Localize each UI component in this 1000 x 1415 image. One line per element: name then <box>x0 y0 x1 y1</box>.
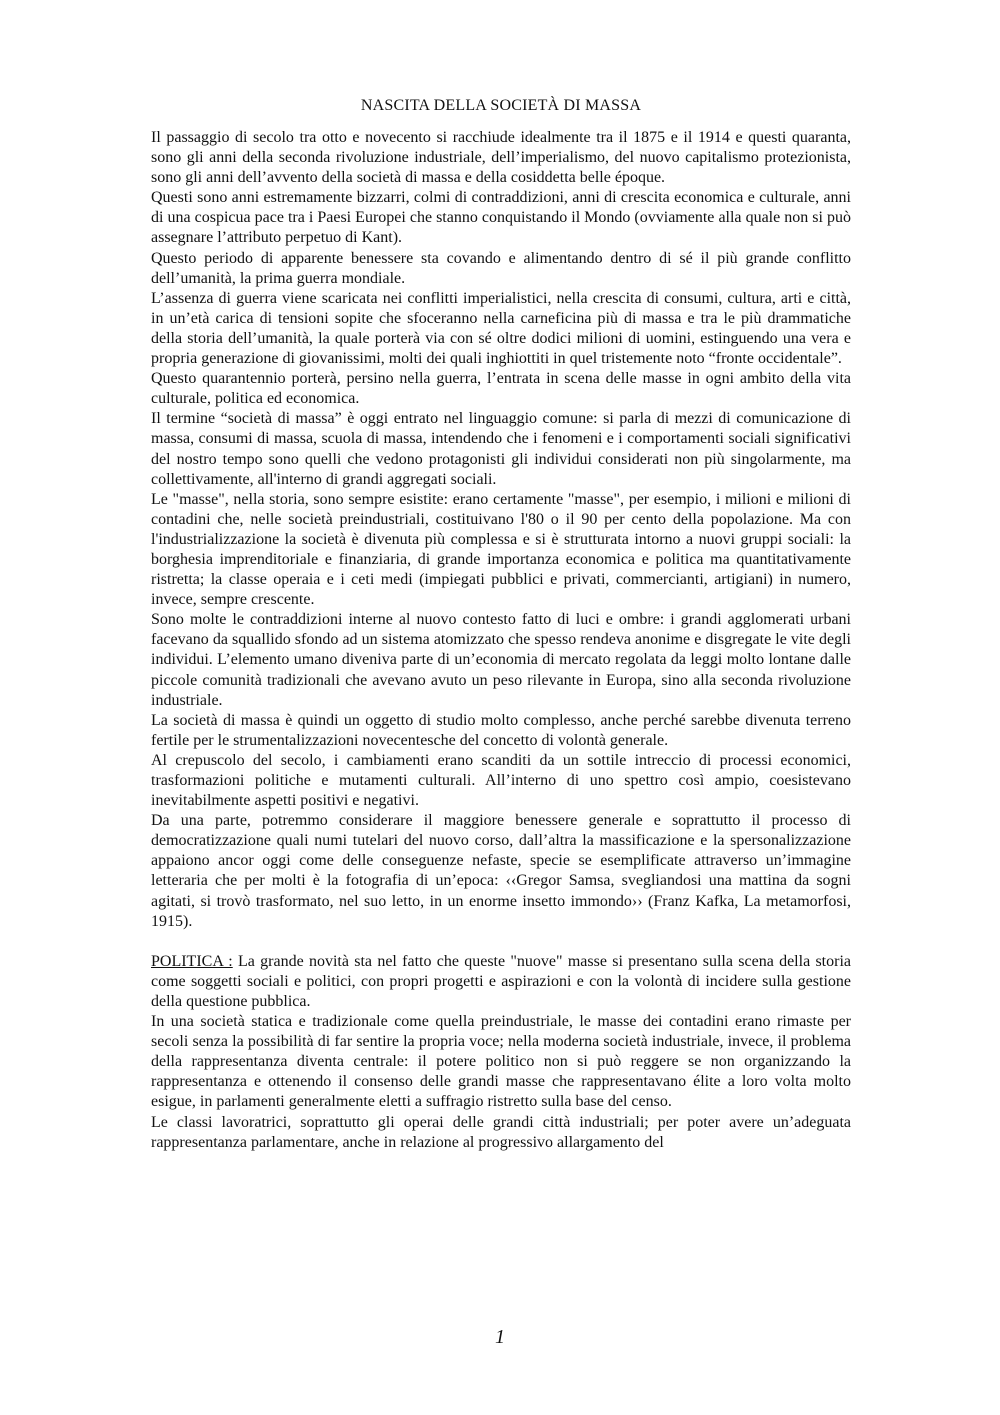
section-spacer <box>151 932 851 952</box>
paragraph-2: Questi sono anni estremamente bizzarri, colmi di contraddizioni, anni di crescita economica e culturale, anni di una cospicua pace tra i Paesi Europei che stanno conquistando il Mondo (ovviamente alla quale non si può assegnare l’attributo perpetuo di Kant). <box>151 189 851 247</box>
politics-paragraph-1: In una società statica e tradizionale come quella preindustriale, le masse dei contadini erano rimaste per secoli senza la possibilità di far sentire la propria voce; nella moderna società industriale, invece, il problema della rappresentanza diventa centrale: il potere politico non si può reggere se non organizzando la rappresentanza e ottenendo il consenso delle grandi masse che rappresentavano élite a loro volta molto esigue, in parlamenti generalmente eletti a suffragio ristretto sulla base del censo. <box>151 1013 851 1111</box>
paragraph-1: Il passaggio di secolo tra otto e novecento si racchiude idealmente tra il 1875 e il 1914 e questi quaranta, sono gli anni della seconda rivoluzione industriale, dell’imperialismo, del nuovo capitalismo protezionista, sono gli anni dell’avvento della società di massa e della cosiddetta belle époque. <box>151 129 851 187</box>
politics-paragraph-2: Le classi lavoratrici, soprattutto gli operai delle grandi città industriali; per poter avere un’adeguata rappresentanza parlamentare, anche in relazione al progressivo allargamento del <box>151 1113 851 1151</box>
paragraph-5: Questo quarantennio porterà, persino nella guerra, l’entrata in scena delle masse in ogni ambito della vita culturale, politica ed economica. <box>151 370 851 408</box>
paragraph-11: Da una parte, potremmo considerare il maggiore benessere generale e soprattutto il processo di democratizzazione quali numi tutelari del nuovo corso, dall’altra la massificazione e la spersonalizzazione appaiono ancor oggi come delle conseguenze nefaste, specie se esemplificate attraverso un’immagine letteraria che per molti è la fotografia di un’epoca: ‹‹Gregor Samsa, svegliandosi una mattina da sogni agitati, si trovò trasformato, nel suo letto, in un enorme insetto immondo›› (Franz Kafka, La metamorfosi, 1915). <box>151 812 851 930</box>
paragraph-8: Sono molte le contraddizioni interne al nuovo contesto fatto di luci e ombre: i grandi agglomerati urbani facevano da squallido sfondo ad un sistema atomizzato che spesso rendeva anonime e disgregate le vite degli individui. L’elemento umano diveniva parte di un’economia di mercato regolata da leggi molto lontane dalle piccole comunità tradizionali che avevano avuto un peso rilevante in Europa, sino alla seconda rivoluzione industriale. <box>151 611 851 709</box>
politics-section-label: POLITICA : <box>151 952 233 970</box>
paragraph-3: Questo periodo di apparente benessere sta covando e alimentando dentro di sé il più grande conflitto dell’umanità, la prima guerra mondiale. <box>151 249 851 287</box>
paragraph-6: Il termine “società di massa” è oggi entrato nel linguaggio comune: si parla di mezzi di comunicazione di massa, consumi di massa, scuola di massa, intendendo che i fenomeni e i comportamenti sociali significativi del nostro tempo sono quelli che vedono protagonisti gli individui considerati non più singolarmente, ma collettivamente, all'interno di grandi aggregati sociali. <box>151 410 851 488</box>
page-number: 1 <box>495 1326 505 1348</box>
document-page <box>151 96 851 1153</box>
paragraph-7: Le "masse", nella storia, sono sempre esistite: erano certamente "masse", per esempio, i milioni e milioni di contadini che, nelle società preindustriali, costituivano l'80 o il 90 per cento della popolazione. Ma con l'industrializzazione la società è divenuta più complessa e si è strutturata intorno a nuovi gruppi sociali: la borghesia imprenditoriale e finanziaria, di grande importanza economica e politica ma quantitativamente ristretta; la classe operaia e i ceti medi (impiegati pubblici e privati, commercianti, artigiani) in numero, invece, sempre crescente. <box>151 490 851 609</box>
politics-intro-paragraph <box>151 952 851 1012</box>
paragraph-4: L’assenza di guerra viene scaricata nei conflitti imperialistici, nella crescita di consumi, cultura, arti e città, in un’età carica di tensioni sopite che sfoceranno nella carneficina più di massa e tra le più drammatiche della storia dell’umanità, la quale porterà via con sé oltre dodici milioni di uomini, estinguendo una vera e propria generazione di giovanissimi, molti dei quali inghiottiti in quel tristemente noto “fronte occidentale”. <box>151 289 851 368</box>
politics-intro-text: La grande novità sta nel fatto che queste "nuove" masse si presentano sulla scena della storia come soggetti sociali e politici, con propri progetti e aspirazioni e con la volontà di incidere sulla gestione della questione pubblica. <box>151 952 851 1010</box>
paragraph-10: Al crepuscolo del secolo, i cambiamenti erano scanditi da un sottile intreccio di processi economici, trasformazioni politiche e mutamenti culturali. All’interno di uno spettro così ampio, coesistevano inevitabilmente aspetti positivi e negativi. <box>151 751 851 810</box>
document-title: NASCITA DELLA SOCIETÀ DI MASSA <box>360 97 642 114</box>
paragraph-9: La società di massa è quindi un oggetto di studio molto complesso, anche perché sarebbe divenuta terreno fertile per le strumentalizzazioni novecentesche del concetto di volontà generale. <box>151 711 851 749</box>
